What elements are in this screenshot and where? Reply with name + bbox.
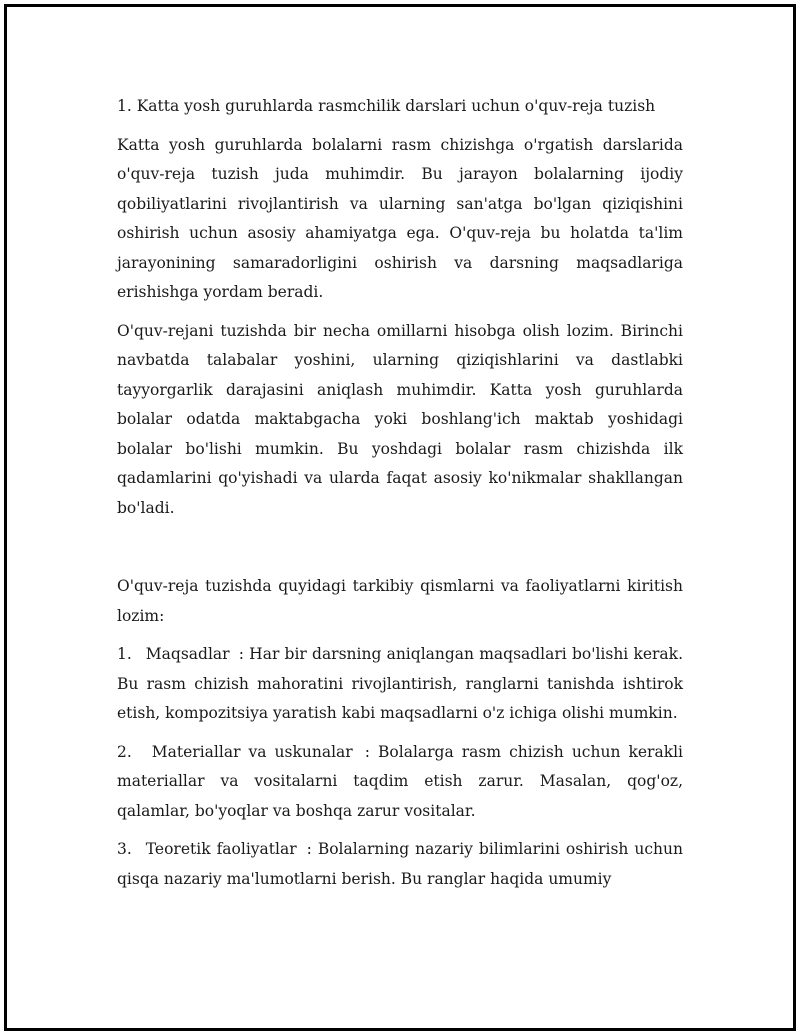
- list-item-materials: [117, 738, 683, 827]
- list-text: : Bolalarning nazariy bilimlarini oshirish uchun qisqa nazariy ma'lumotlarni berish. Bu ranglar haqida umumiy: [117, 840, 683, 888]
- list-item-goals: [117, 640, 683, 729]
- paragraph-factors: O'quv-rejani tuzishda bir necha omillarni hisobga olish lozim. Birinchi navbatda talabalar yoshini, ularning qiziqishlarini va dastlabki tayyorgarlik darajasini aniqlash muhimdir. Katta yosh guruhlarda bolalar odatda maktabgacha yoki boshlang'ich maktab yoshidagi bolalar bo'lishi mumkin. Bu yoshdagi bolalar rasm chizishda ilk qadamlarini qo'yishadi va ularda faqat asosiy ko'nikmalar shakllangan bo'ladi.: [117, 321, 683, 517]
- list-term: Teoretik faoliyatlar: [145, 840, 297, 858]
- paragraph-intro: Katta yosh guruhlarda bolalarni rasm chizishga o'rgatish darslarida o'quv-reja tuzish juda muhimdir. Bu jarayon bolalarning ijodiy qobiliyatlarini rivojlantirish va ularning san'atga bo'lgan qiziqishini oshirish uchun asosiy ahamiyatga ega. O'quv-reja bu holatda ta'lim jarayonining samaradorligini oshirish va darsning maqsadlariga erishishga yordam beradi.: [117, 135, 683, 301]
- section-heading: 1. Katta yosh guruhlarda rasmchilik darslari uchun o'quv-reja tuzish: [117, 97, 656, 115]
- document-body: [117, 92, 683, 903]
- list-text: : Har bir darsning aniqlangan maqsadlari bo'lishi kerak. Bu rasm chizish mahoratini rivojlantirish, ranglarni tanishda ishtirok etish, kompozitsiya yaratish kabi maqsadlarni o'z ichiga olishi mumkin.: [117, 645, 683, 722]
- list-number: 3.: [117, 840, 132, 858]
- list-term: Materiallar va uskunalar: [151, 742, 353, 761]
- list-number: 1.: [117, 645, 132, 663]
- list-term: Maqsadlar: [145, 645, 230, 663]
- list-item-theory: [117, 835, 683, 894]
- blank-line: [117, 532, 683, 572]
- list-text: : Bolalarga rasm chizish uchun kerakli materiallar va vositalarni taqdim etish zarur. Masalan, qog'oz, qalamlar, bo'yoqlar va boshqa zarur vositalar.: [117, 742, 683, 820]
- list-number: 2.: [117, 742, 132, 761]
- paragraph-components: O'quv-reja tuzishda quyidagi tarkibiy qismlarni va faoliyatlarni kiritish lozim:: [117, 577, 683, 625]
